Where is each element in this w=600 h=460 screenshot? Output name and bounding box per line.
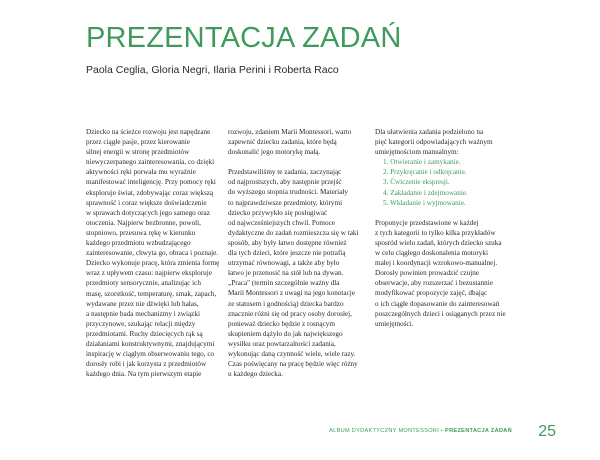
text-line: zainteresowanie, chwyta go, obraca i poznaje.	[86, 249, 219, 258]
text-line: Dla ułatwienia zadania podzielono na	[375, 128, 484, 136]
text-line: łatwo je przenosić na stół lub na dywan.	[228, 269, 344, 278]
text-line: otoczenia. Najpierw bezbronne, powoli,	[86, 218, 201, 227]
text-line: sprawność i coraz większe doświadczenie	[86, 198, 207, 207]
list-item: 3. Ćwiczenie ekspresji.	[383, 178, 450, 187]
text-line: pięć kategorii odpowiadających ważnym	[375, 138, 493, 147]
text-line: u każdego dziecka.	[228, 370, 283, 379]
paragraph	[228, 127, 356, 157]
text-column-3	[375, 127, 515, 329]
page-title: PREZENTACJA ZADAŃ	[86, 22, 402, 54]
text-line: wydawane przez nie dźwięki lub hałas,	[86, 299, 199, 308]
text-line: „Praca" (termin szczególnie ważny dla	[228, 279, 340, 288]
text-line: o ich ciągłe dopasowanie do zainteresowań	[375, 299, 500, 308]
text-line: przedmiotami. Ruchy dziecięcych rąk są	[86, 329, 203, 338]
text-line: silnej energii w stronę przedmiotów	[86, 148, 190, 157]
text-line: manifestować inteligencję. Przy pomocy ręki	[86, 178, 216, 187]
text-line: a następnie bada mechanizmy i związki	[86, 309, 200, 318]
text-line: doskonalić jego motorykę małą.	[228, 148, 321, 157]
text-line: Przedstawiliśmy te zadania, zaczynając	[228, 168, 342, 177]
text-line: przyczynowe, szukając relacji między	[86, 319, 196, 328]
running-footer	[329, 428, 512, 434]
text-line: znacznie różni się od pracy osoby dorosłej,	[228, 309, 352, 318]
text-line: rozwoju, zdaniem Marii Montessori, warto	[228, 128, 352, 136]
text-line: poszczególnych dzieci i osiąganych przez nie	[375, 309, 506, 318]
text-line: aktywności ręki porwała mu wyraźnie	[86, 168, 196, 177]
text-line: stopniowo, przesuwa rękę w kierunku	[86, 228, 196, 237]
text-line: inspirację w ciągłym obserwowaniu tego, co	[86, 350, 215, 359]
text-line: sposób, aby były łatwo dostępne również	[228, 238, 347, 247]
list-item: 5. Wkładanie i wyjmowanie.	[383, 198, 466, 207]
footer-section: PREZENTACJA ZADAŃ	[445, 428, 512, 434]
text-line: umiejętnościom manualnym:	[375, 148, 459, 157]
text-column-1	[86, 127, 220, 379]
text-line: dziecko przywykło się posługiwać	[228, 208, 328, 217]
text-line: eksploruje świat, zdobywając coraz większą	[86, 188, 214, 197]
text-line: ze statusem i godnością) dziecka bardzo	[228, 299, 344, 308]
text-line: utrzymać równowagi, a także aby było	[228, 259, 340, 268]
task-categories-list	[375, 157, 515, 207]
text-line: niewyczerpanego zainteresowania, co dzięki	[86, 158, 215, 167]
text-line: w sprawach dotyczących jego samego oraz	[86, 208, 210, 217]
list-item: 4. Zakładanie i zdejmowanie.	[383, 188, 468, 197]
paragraph	[375, 218, 515, 329]
text-line: Dorosły powinien prowadzić czujne	[375, 269, 479, 278]
text-line: wraz z upływem czasu: najpierw eksploruje	[86, 269, 212, 278]
text-line: każdego przedmiotu wzbudzającego	[86, 239, 191, 248]
text-line: zapewnić dziecku zadania, które będą	[228, 138, 337, 147]
text-line: z tych kategorii to tylko kilka przykładów	[375, 228, 496, 237]
text-line: od najprostszych, aby następnie przejść	[228, 178, 342, 187]
paragraph	[228, 167, 359, 379]
text-line: obserwacje, aby rozszerzać i bezustannie	[375, 279, 493, 288]
text-line: przez ciągłe pasje, przez kierowanie	[86, 138, 190, 147]
text-line: każdego dnia. Na tym pierwszym etapie	[86, 370, 202, 379]
list-item: 1. Otwieranie i zamykanie.	[383, 158, 461, 167]
text-line: to najprawdziwsze przedmioty, którymi	[228, 198, 343, 207]
text-line: dorosły robi i jak korzysta z przedmiotów	[86, 360, 207, 369]
footer-album: ALBUM DYDAKTYCZNY MONTESSORI •	[329, 428, 444, 434]
text-line: Czas poświęcany na pracę będzie więc różny	[228, 360, 358, 369]
paragraph	[86, 127, 220, 379]
text-line: wysiłku oraz powtarzalności zadania,	[228, 339, 336, 348]
text-line: Dziecko wykonuje pracę, która zmienia formę	[86, 259, 220, 268]
text-line: wykonując daną czynność wiele, wiele razy.	[228, 349, 356, 358]
paragraph	[375, 127, 515, 157]
text-line: od najwcześniejszych chwil. Pomoce	[228, 218, 335, 227]
text-column-2	[228, 127, 359, 379]
text-line: skupieniem dążyło do jak największego	[228, 329, 343, 338]
text-line: w celu ciągłego doskonalenia motoryki	[375, 249, 488, 258]
page-number: 25	[538, 423, 556, 440]
text-line: dydaktyczne do zadań rozmieszcza się w taki	[228, 228, 359, 237]
text-line: małej i koordynacji wzrokowo-manualnej.	[375, 259, 498, 268]
authors-line: Paola Ceglia, Gloria Negri, Ilaria Perini i Roberta Raco	[86, 64, 339, 76]
text-line: masę, szorstkość, temperaturę, smak, zapach,	[86, 289, 217, 298]
text-line: umiejętności.	[375, 319, 414, 328]
text-line: Dziecko na ścieżce rozwoju jest napędzane	[86, 128, 211, 136]
text-line: do wyższego stopnia trudności. Materiały	[228, 188, 348, 197]
text-line: przedmioty sensorycznie, analizując ich	[86, 279, 201, 288]
text-line: dla tych dzieci, które jeszcze nie potrafią	[228, 249, 346, 258]
text-line: sposród wielu zadań, których dziecko szuka	[375, 238, 502, 247]
text-line: Marii Montessori z uwagi na jego konotacje	[228, 289, 355, 298]
text-line: Proponycje przedstawione w każdej	[375, 218, 479, 227]
list-item: 2. Przykręcanie i odkręcanie.	[383, 168, 467, 177]
text-line: modyfikować propozycje zajęć, dbając	[375, 289, 488, 298]
text-line: działaniami konstruktywnymi, znajdującymi	[86, 339, 215, 348]
text-line: ponieważ dziecko będzie z rosnącym	[228, 319, 335, 328]
